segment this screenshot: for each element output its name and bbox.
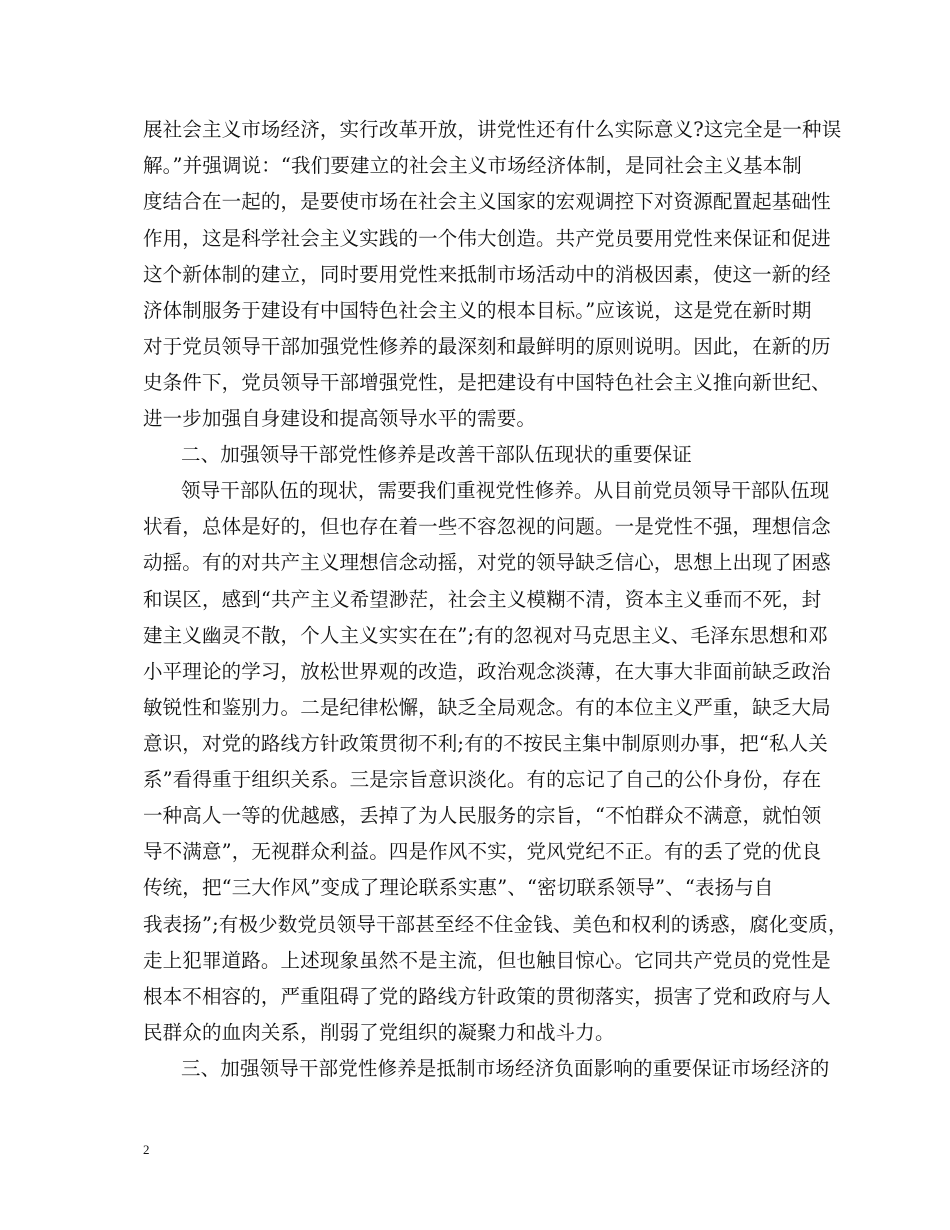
text-line: 度结合在一起的，是要使市场在社会主义国家的宏观调控下对资源配置起基础性 (143, 190, 831, 213)
text-line: 一种高人一等的优越感，丢掉了为人民服务的宗旨，“不怕群众不满意，就怕领 (143, 804, 822, 827)
text-line: 这个新体制的建立，同时要用党性来抵制市场活动中的消极因素，使这一新的经 (143, 263, 831, 286)
text-line: 民群众的血肉关系，削弱了党组织的凝聚力和战斗力。 (143, 1021, 615, 1044)
text-line: 根本不相容的，严重阻碍了党的路线方针政策的贯彻落实，损害了党和政府与人 (143, 985, 831, 1008)
text-line: 和误区，感到“共产主义希望渺茫，社会主义模糊不清，资本主义垂而不死，封 (143, 588, 822, 611)
text-line: 导不满意”，无视群众利益。四是作风不实，党风党纪不正。有的丢了党的优良 (143, 840, 822, 863)
text-line: 解。”并强调说：“我们要建立的社会主义市场经济体制，是同社会主义基本制 (143, 154, 802, 177)
text-line: 对于党员领导干部加强党性修养的最深刻和最鲜明的原则说明。因此，在新的历 (143, 335, 831, 358)
text-line: 史条件下，党员领导干部增强党性，是把建设有中国特色社会主义推向新世纪、 (143, 371, 831, 394)
text-line: 我表扬”;有极少数党员领导干部甚至经不住金钱、美色和权利的诱惑，腐化变质， (143, 913, 848, 936)
text-line: 建主义幽灵不散，个人主义实实在在”;有的忽视对马克思主义、毛泽东思想和邓 (143, 624, 828, 647)
page-number: 2 (143, 1142, 150, 1157)
text-line: 济体制服务于建设有中国特色社会主义的根本目标。”应该说，这是党在新时期 (143, 299, 812, 322)
paragraph-first-line: 领导干部队伍的现状，需要我们重视党性修养。从目前党员领导干部队伍现 (181, 479, 830, 502)
text-line: 进一步加强自身建设和提高领导水平的需要。 (143, 407, 537, 430)
text-line: 展社会主义市场经济，实行改革开放，讲党性还有什么实际意义?这完全是一种误 (143, 118, 842, 141)
text-line: 状看，总体是好的，但也存在着一些不容忽视的问题。一是党性不强，理想信念 (143, 515, 831, 538)
text-line: 作用，这是科学社会主义实践的一个伟大创造。共产党员要用党性来保证和促进 (143, 227, 831, 250)
section-heading: 三、加强领导干部党性修养是抵制市场经济负面影响的重要保证市场经济的 (181, 1057, 830, 1080)
text-line: 系”看得重于组织关系。三是宗旨意识淡化。有的忘记了自己的公仆身份，存在 (143, 768, 822, 791)
text-line: 小平理论的学习，放松世界观的改造，政治观念淡薄，在大事大非面前缺乏政治 (143, 660, 831, 683)
section-heading: 二、加强领导干部党性修养是改善干部队伍现状的重要保证 (181, 443, 692, 466)
text-line: 走上犯罪道路。上述现象虽然不是主流，但也触目惊心。它同共产党员的党性是 (143, 949, 831, 972)
text-line: 意识，对党的路线方针政策贯彻不利;有的不按民主集中制原则办事，把“私人关 (143, 732, 828, 755)
text-line: 敏锐性和鉴别力。二是纪律松懈，缺乏全局观念。有的本位主义严重，缺乏大局 (143, 696, 831, 719)
text-line: 动摇。有的对共产主义理想信念动摇，对党的领导缺乏信心，思想上出现了困惑 (143, 551, 831, 574)
text-line: 传统，把“三大作风”变成了理论联系实惠”、“密切联系领导”、“表扬与自 (143, 876, 774, 899)
